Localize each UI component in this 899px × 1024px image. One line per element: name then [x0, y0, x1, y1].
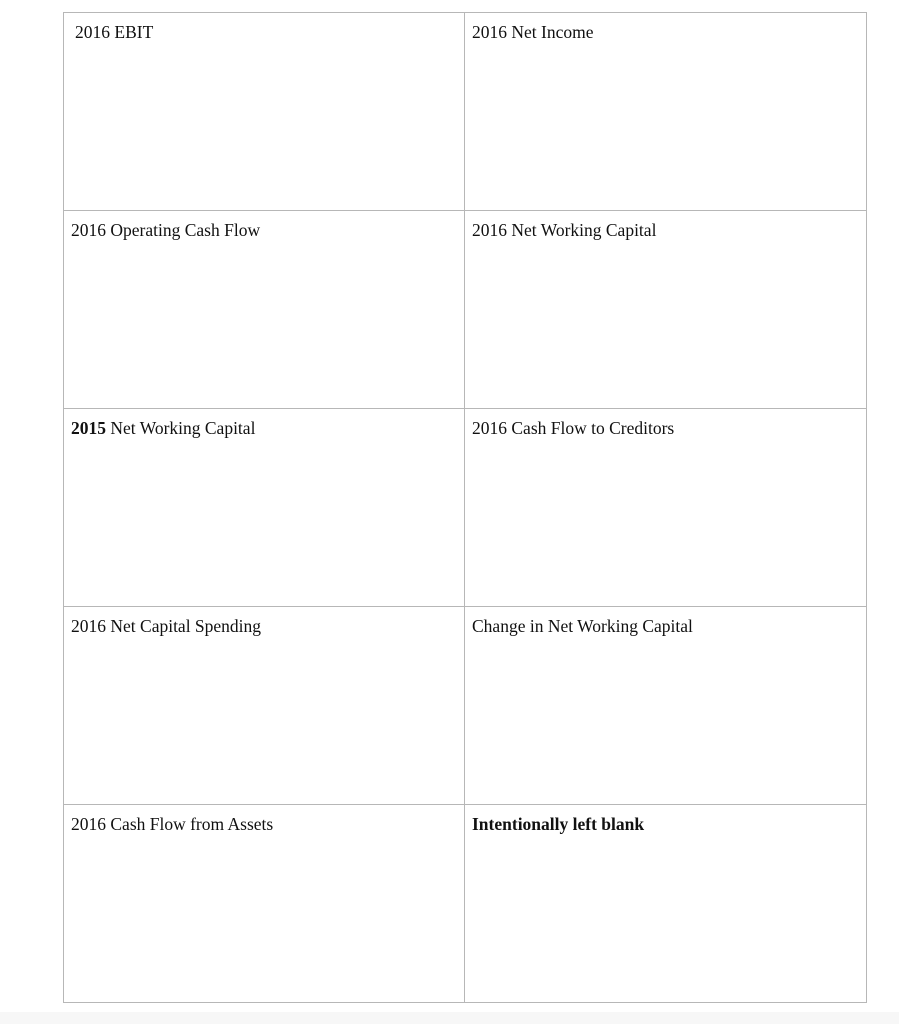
cell-change-in-net-working-capital: [465, 607, 867, 805]
cell-label: 2016 Net Capital Spending: [71, 616, 262, 636]
cell-2016-net-income: [465, 13, 867, 211]
cell-label: 2016 Operating Cash Flow: [71, 220, 261, 240]
table-row: [64, 409, 867, 607]
cell-label: 2016 Net Income: [472, 22, 594, 42]
cell-2016-cash-flow-from-assets: [64, 805, 465, 1003]
cell-2016-net-capital-spending: [64, 607, 465, 805]
cell-label-bold: Intentionally left blank: [472, 814, 645, 834]
table-row: [64, 607, 867, 805]
cell-label: 2016 Net Working Capital: [472, 220, 657, 240]
cell-label: 2016 Cash Flow from Assets: [71, 814, 274, 834]
cell-label: 2016 EBIT: [75, 22, 154, 42]
table-row: [64, 13, 867, 211]
cell-label: 2016 Cash Flow to Creditors: [472, 418, 675, 438]
cell-2016-net-working-capital: [465, 211, 867, 409]
answer-grid-table: [63, 12, 867, 1003]
cell-label-bold-year: 2015: [71, 418, 106, 438]
cell-intentionally-left-blank: [465, 805, 867, 1003]
cell-2016-ebit: [64, 13, 465, 211]
cell-label: Change in Net Working Capital: [472, 616, 693, 636]
cell-2015-net-working-capital: [64, 409, 465, 607]
table-row: [64, 211, 867, 409]
cell-2016-operating-cash-flow: [64, 211, 465, 409]
cell-2016-cash-flow-to-creditors: [465, 409, 867, 607]
page-bottom-edge: [0, 1012, 899, 1024]
cell-label: Net Working Capital: [106, 418, 256, 438]
table-row: [64, 805, 867, 1003]
